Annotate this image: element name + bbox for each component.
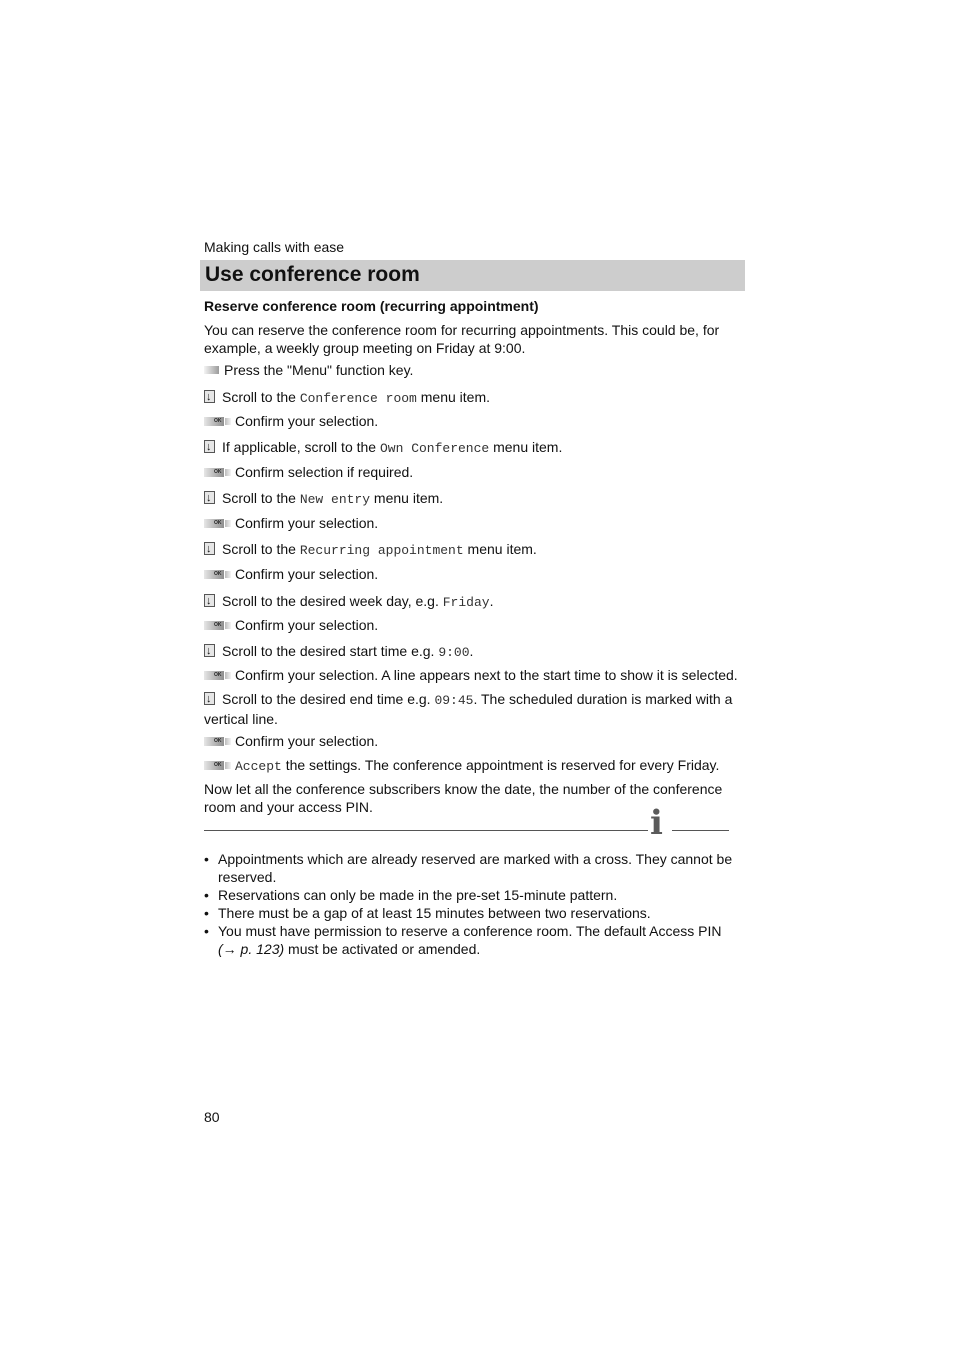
display-menu-text: Own Conference — [379, 441, 490, 456]
step-item — [204, 514, 744, 534]
ok-key-tail — [225, 571, 231, 578]
step-text: Confirm selection if required. — [235, 464, 414, 480]
step-text: Confirm your selection. — [235, 566, 379, 582]
step-item — [204, 732, 744, 752]
ok-key-label: OK — [214, 519, 222, 526]
step-text: Scroll to the desired end time e.g. — [222, 691, 435, 707]
step-item — [204, 388, 744, 408]
display-menu-text: 9:00 — [438, 645, 470, 660]
note-item: • Appointments which are already reserved are marked with a cross. They cannot be reserved. — [204, 850, 744, 886]
step-item — [204, 756, 744, 776]
step-text: Scroll to the — [222, 490, 300, 506]
scroll-key-icon — [204, 692, 215, 705]
step-text: Scroll to the — [222, 541, 300, 557]
ok-key-tail — [225, 738, 231, 745]
scroll-key-icon — [204, 594, 215, 607]
ok-key-label: OK — [214, 570, 222, 577]
ok-key-icon — [204, 519, 231, 528]
note-item: • There must be a gap of at least 15 minutes between two reservations. — [204, 904, 744, 922]
running-header: Making calls with ease — [204, 239, 345, 255]
step-text-tail: the settings. The conference appointment is reserved for every Friday. — [281, 757, 720, 773]
main-content — [204, 297, 744, 820]
ok-key-label: OK — [214, 671, 222, 678]
ok-key-icon — [204, 417, 231, 426]
note-text: You must have permission to reserve a conference room. The default Access PIN — [218, 923, 722, 939]
ok-key-icon — [204, 570, 231, 579]
closing-paragraph: Now let all the conference subscribers know the date, the number of the conference room and your access PIN. — [204, 781, 723, 815]
ok-key-tail — [225, 469, 231, 476]
scroll-key-icon — [204, 491, 215, 504]
ok-key-tail — [225, 520, 231, 527]
step-text-tail: . — [469, 643, 474, 659]
step-text: Confirm your selection. — [235, 733, 379, 749]
menu-key-icon — [204, 366, 219, 374]
step-text: Confirm your selection. — [235, 413, 379, 429]
ok-key-label: OK — [214, 417, 222, 424]
step-item — [204, 463, 744, 483]
step-item — [204, 565, 744, 585]
step-text-tail: menu item. — [463, 541, 537, 557]
ok-key-tail — [225, 622, 231, 629]
step-text-tail: . The scheduled duration is marked with a vertical line. — [204, 691, 733, 727]
title-bar — [200, 260, 745, 291]
step-item — [204, 412, 744, 432]
notes-list — [204, 850, 744, 958]
ok-key-icon — [204, 671, 231, 680]
intro-paragraph: You can reserve the conference room for recurring appointments. This could be, for example, a weekly group meeting on Friday at 9:00. — [204, 322, 720, 356]
note-item: • Reservations can only be made in the pre-set 15-minute pattern. — [204, 886, 744, 904]
display-menu-text: New entry — [299, 492, 371, 507]
ok-key-label: OK — [214, 621, 222, 628]
ok-key-label: OK — [214, 761, 222, 768]
ok-key-label: OK — [214, 737, 222, 744]
step-text-tail: menu item. — [416, 389, 490, 405]
step-text: Confirm your selection. — [235, 515, 379, 531]
step-text: If applicable, scroll to the — [222, 439, 380, 455]
ok-key-tail — [225, 672, 231, 679]
step-text-tail: . — [489, 593, 494, 609]
display-menu-text: Friday — [442, 595, 490, 610]
display-menu-text: 09:45 — [434, 693, 474, 708]
step-text: Scroll to the desired week day, e.g. — [222, 593, 443, 609]
display-menu-text: Conference room — [299, 391, 417, 406]
step-text: Scroll to the desired start time e.g. — [222, 643, 439, 659]
ok-key-tail — [225, 418, 231, 425]
step-item — [204, 361, 744, 381]
step-item — [204, 666, 744, 686]
ok-key-icon — [204, 737, 231, 746]
display-menu-text: Recurring appointment — [299, 543, 464, 558]
step-text: Press the "Menu" function key. — [224, 362, 414, 378]
section-heading: Reserve conference room (recurring appointment) — [204, 298, 539, 314]
page-number: 80 — [204, 1109, 220, 1125]
step-text-tail: menu item. — [370, 490, 444, 506]
info-icon: i — [650, 803, 663, 843]
step-text: Scroll to the — [222, 389, 300, 405]
step-list — [204, 361, 744, 776]
step-item — [204, 438, 744, 458]
note-item — [204, 922, 744, 958]
page-title: Use conference room — [205, 263, 420, 286]
step-item — [204, 690, 744, 728]
page-reference-link[interactable]: (→ p. 123) — [218, 941, 285, 957]
ok-key-tail — [225, 762, 231, 769]
scroll-key-icon — [204, 390, 215, 403]
step-item — [204, 540, 744, 560]
scroll-key-icon — [204, 440, 215, 453]
ok-key-label: OK — [214, 468, 222, 475]
note-text-tail: must be activated or amended. — [284, 941, 481, 957]
step-text-tail: menu item. — [489, 439, 563, 455]
step-item — [204, 489, 744, 509]
ok-key-icon — [204, 761, 231, 770]
step-item — [204, 616, 744, 636]
scroll-key-icon — [204, 644, 215, 657]
step-text: Confirm your selection. A line appears next to the start time to show it is selected. — [235, 667, 738, 683]
step-item — [204, 592, 744, 612]
scroll-key-icon — [204, 542, 215, 555]
step-text: Confirm your selection. — [235, 617, 379, 633]
display-menu-text: Accept — [235, 759, 282, 774]
step-item — [204, 642, 744, 662]
ok-key-icon — [204, 621, 231, 630]
ok-key-icon — [204, 468, 231, 477]
